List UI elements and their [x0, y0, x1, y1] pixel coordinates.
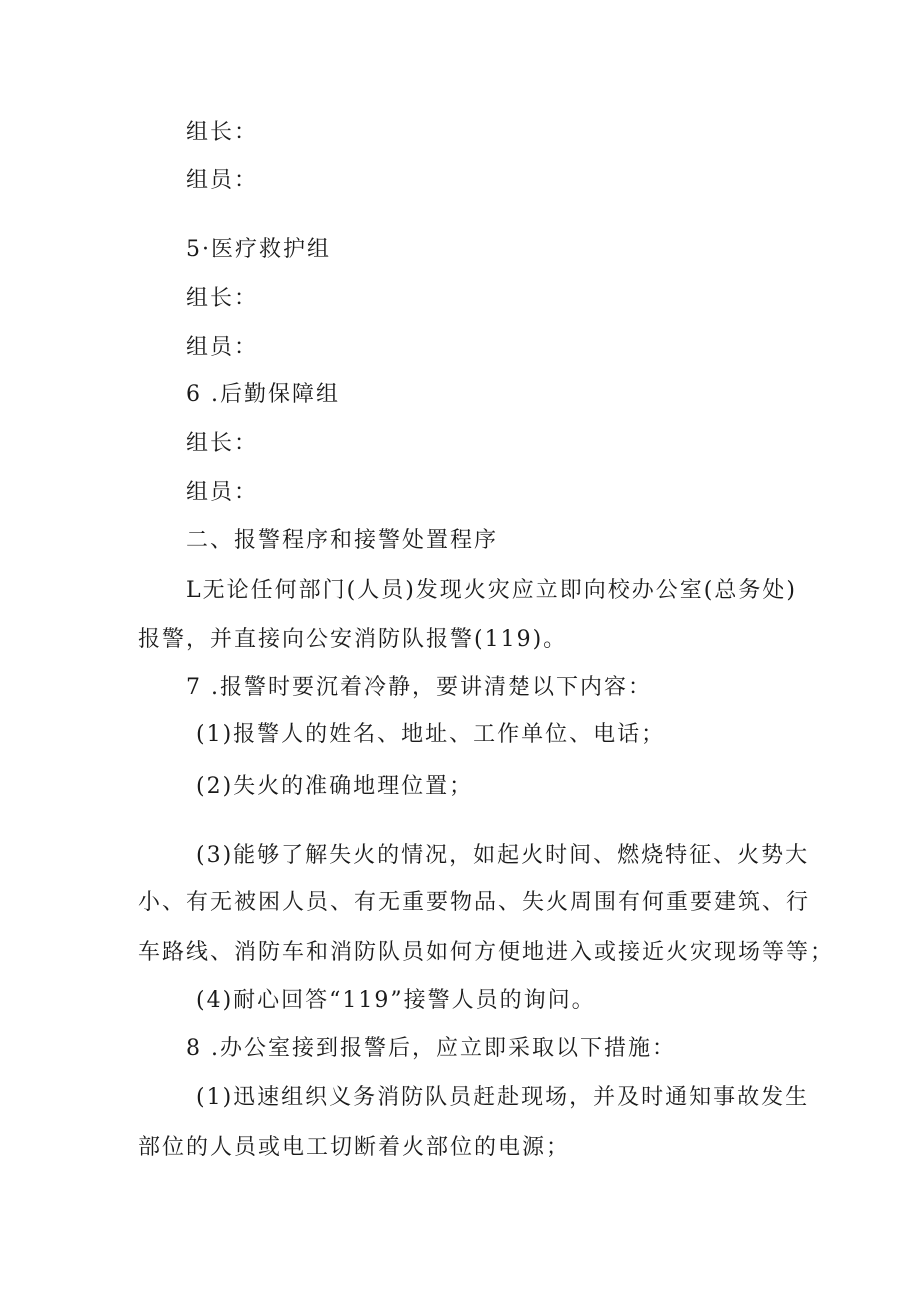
heading-item-7: 7 .报警时要沉着冷静，要讲清楚以下内容：: [186, 675, 652, 700]
paragraph-line: 报警，并直接向公安消防队报警(119)。: [138, 627, 568, 652]
line-team-member-2: 组员：: [186, 335, 259, 360]
heading-medical-rescue-team: 5·医疗救护组: [186, 237, 331, 262]
heading-item-8: 8 .办公室接到报警后，应立即采取以下措施：: [186, 1036, 676, 1061]
list-item: (2)失火的准确地理位置；: [196, 774, 474, 799]
section-heading-alarm-procedure: 二、报警程序和接警处置程序: [186, 528, 499, 553]
line-team-member-1: 组员：: [186, 168, 259, 193]
line-team-leader-1: 组长：: [186, 120, 259, 145]
heading-logistics-team: 6 .后勤保障组: [186, 382, 340, 407]
line-team-leader-3: 组长：: [186, 431, 259, 456]
list-item: (4)耐心回答“119”接警人员的询问。: [196, 988, 596, 1013]
line-team-member-3: 组员：: [186, 480, 259, 505]
paragraph-line: 部位的人员或电工切断着火部位的电源；: [138, 1135, 571, 1160]
paragraph-line: 车路线、消防车和消防队员如何方便地进入或接近火灾现场等等；: [138, 940, 835, 965]
paragraph-line: L无论任何部门(人员)发现火灾应立即向校办公室(总务处): [186, 578, 797, 603]
paragraph-line: 小、有无被困人员、有无重要物品、失火周围有何重要建筑、行: [138, 890, 811, 915]
line-team-leader-2: 组长：: [186, 286, 259, 311]
list-item: (1)报警人的姓名、地址、工作单位、电话；: [196, 722, 666, 747]
list-item: (3)能够了解失火的情况，如起火时间、燃烧特征、火势大: [196, 843, 810, 868]
list-item: (1)迅速组织义务消防队员赶赴现场，并及时通知事故发生: [196, 1085, 810, 1110]
